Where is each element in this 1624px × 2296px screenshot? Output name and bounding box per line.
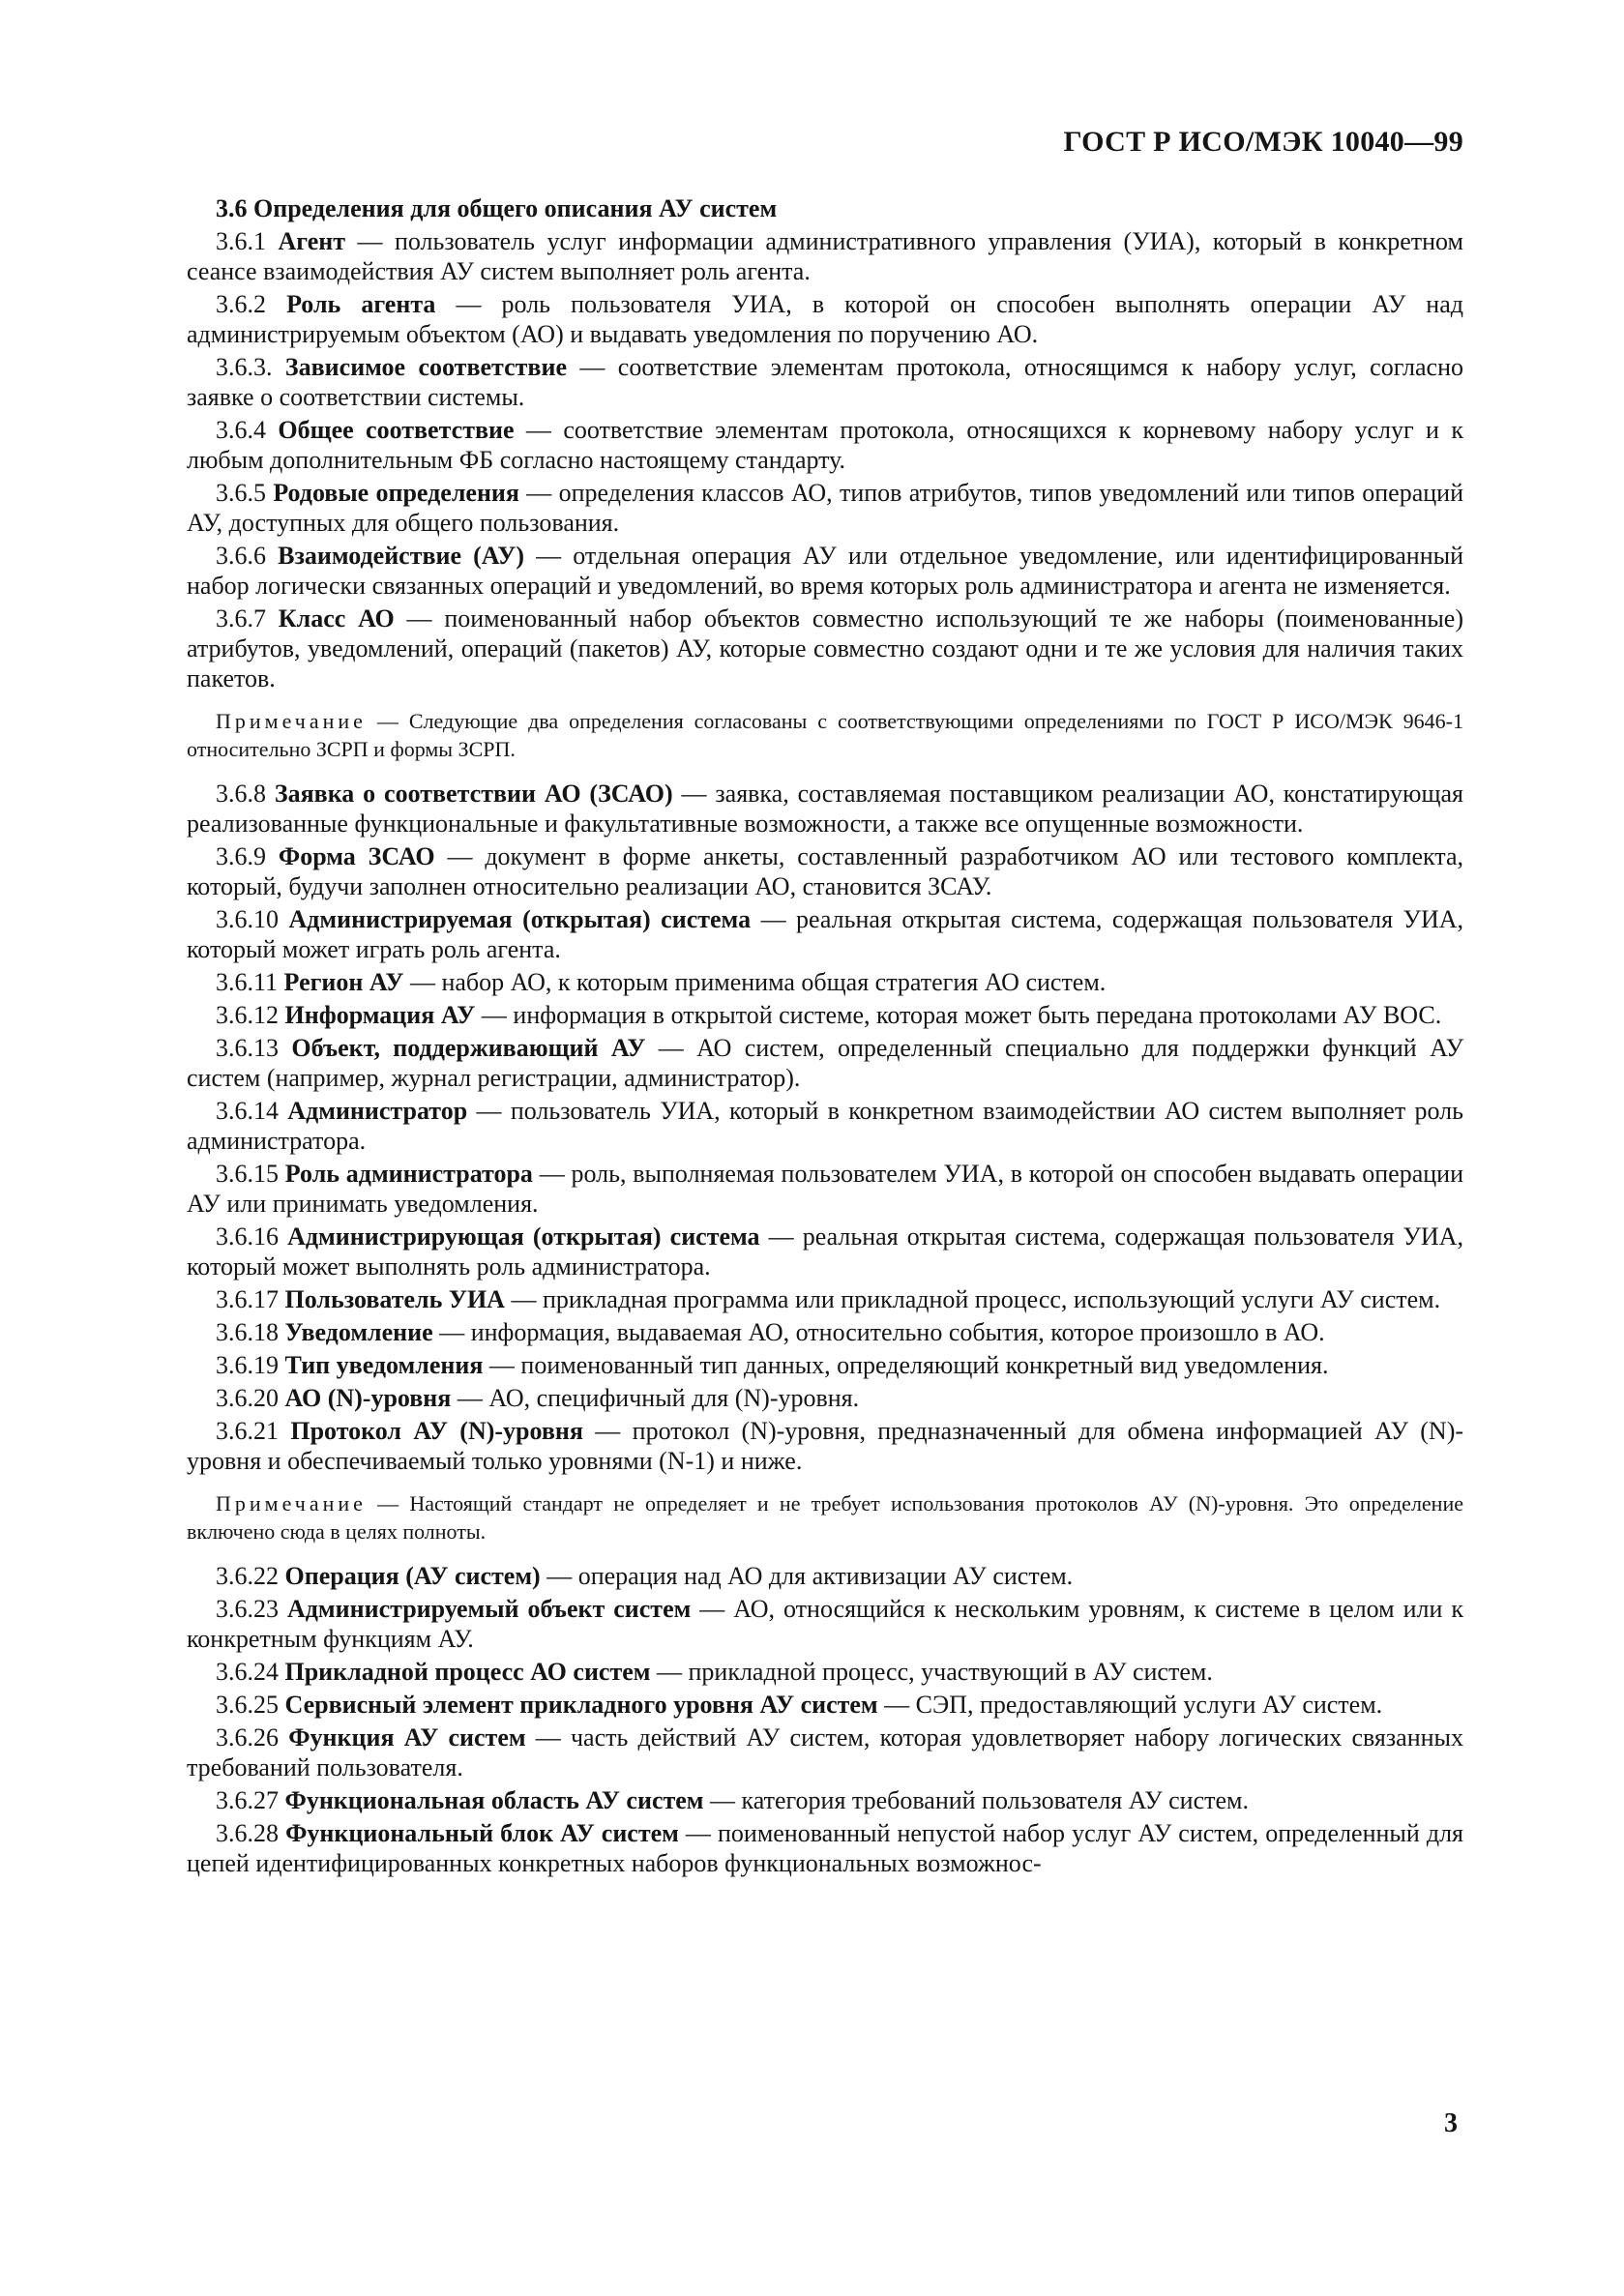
definition-term: Протокол АУ (N)-уровня: [290, 1417, 583, 1445]
definition-number: 3.6.20: [216, 1384, 279, 1412]
definition-term: Функциональный блок АУ систем: [285, 1819, 679, 1847]
definition-term: Объект, поддерживающий АУ: [291, 1034, 646, 1062]
definition-entry: [187, 904, 1463, 964]
definitions-group-b: [187, 779, 1463, 1476]
definition-entry: [187, 1722, 1463, 1782]
definition-number: 3.6.7: [216, 604, 266, 633]
definition-number: 3.6.10: [216, 905, 279, 933]
definition-entry: [187, 1000, 1463, 1030]
definition-number: 3.6.24: [216, 1658, 279, 1686]
definition-text: — документ в форме анкеты, составленный разработчиком АО или тестового комплекта, который, будучи заполнен относительно реализации АО, становится ЗСАУ.: [187, 842, 1464, 900]
note-label: Примечание: [216, 709, 367, 733]
definition-text: — информация, выдаваемая АО, относительно события, которое произошло в АО.: [432, 1318, 1325, 1346]
definition-entry: [187, 1657, 1463, 1687]
definition-term: Функциональная область АУ систем: [284, 1786, 704, 1814]
definition-entry: [187, 1284, 1463, 1314]
definition-number: 3.6.5: [216, 479, 266, 507]
definition-text: — поименованный непустой набор услуг АУ систем, определенный для цепей идентифицированных конкретных наборов функциональных возможнос-: [187, 1819, 1464, 1877]
definition-entry: [187, 841, 1463, 901]
definition-number: 3.6.6: [216, 542, 266, 570]
definition-number: 3.6.28: [216, 1819, 279, 1847]
definition-entry: [187, 1818, 1463, 1878]
note-label: Примечание: [216, 1491, 367, 1516]
definition-entry: [187, 1416, 1463, 1476]
definition-term: АО (N)-уровня: [284, 1384, 452, 1412]
definition-term: Сервисный элемент прикладного уровня АУ систем: [284, 1691, 878, 1719]
definition-term: Уведомление: [284, 1318, 433, 1346]
definition-term: Агент: [278, 227, 346, 255]
definition-term: Класс АО: [278, 604, 395, 633]
definition-term: Администрируемый объект систем: [286, 1595, 692, 1623]
definition-term: Взаимодействие (АУ): [278, 542, 525, 570]
definition-text: — протокол (N)-уровня, предназначенный для обмена информацией АУ (N)-уровня и обеспечиваемый только уровнями (N-1) и ниже.: [187, 1417, 1464, 1475]
definition-text: — АО систем, определенный специально для поддержки функций АУ систем (например, журнал регистрации, администратор).: [187, 1034, 1463, 1092]
definition-text: — категория требований пользователя АУ систем.: [703, 1786, 1249, 1814]
definition-entry: [187, 289, 1463, 349]
definition-text: — поименованный набор объектов совместно использующий те же наборы (поименованные) атрибутов, уведомлений, операций (пакетов) АУ, которые совместно создают одни и те же условия для наличия таких пакетов.: [187, 604, 1464, 692]
definition-term: Операция (АУ систем): [284, 1562, 541, 1590]
definition-term: Родовые определения: [273, 479, 519, 507]
definition-text: — прикладной процесс, участвующий в АУ систем.: [650, 1658, 1213, 1686]
definition-number: 3.6.11: [216, 968, 279, 996]
definition-term: Заявка о соответствии АО (ЗСАО): [274, 780, 673, 808]
definition-term: Информация АУ: [284, 1001, 476, 1029]
definition-text: — пользователь услуг информации административного управления (УИА), который в конкретном сеансе взаимодействия АУ систем выполняет роль агента.: [187, 227, 1464, 285]
definition-number: 3.6.1: [216, 227, 266, 255]
note-2: [187, 1489, 1463, 1545]
definition-term: Администрируемая (открытая) система: [288, 905, 752, 933]
definition-number: 3.6.9: [216, 842, 266, 870]
definition-entry: [187, 541, 1463, 601]
definition-number: 3.6.25: [216, 1691, 279, 1719]
definition-entry: [187, 1033, 1463, 1093]
definition-text: — роль пользователя УИА, в которой он способен выполнять операции АУ над администрируемым объектом (АО) и выдавать уведомления по поручению АО.: [187, 290, 1463, 348]
definition-number: 3.6.19: [216, 1351, 279, 1379]
definition-entry: [187, 1096, 1463, 1156]
definition-entry: [187, 1785, 1463, 1815]
definition-entry: [187, 1159, 1463, 1219]
definition-entry: [187, 1317, 1463, 1347]
definition-entry: [187, 1383, 1463, 1413]
definition-term: Зависимое соответствие: [284, 353, 567, 381]
definition-text: — операция над АО для активизации АУ систем.: [540, 1562, 1074, 1590]
definition-text: — соответствие элементам протокола, относящихся к корневому набору услуг и к любым дополнительным ФБ согласно настоящему стандарту.: [187, 416, 1463, 474]
definition-number: 3.6.16: [216, 1222, 279, 1251]
definition-number: 3.6.8: [216, 780, 266, 808]
definition-text: — реальная открытая система, содержащая пользователя УИА, который может выполнять роль администратора.: [187, 1222, 1463, 1280]
definition-number: 3.6.21: [216, 1417, 279, 1445]
definition-number: 3.6.12: [216, 1001, 279, 1029]
definition-number: 3.6.26: [216, 1723, 279, 1751]
definitions-group-c: [187, 1561, 1463, 1878]
definition-term: Администратор: [287, 1097, 468, 1125]
definition-term: Тип уведомления: [284, 1351, 484, 1379]
definition-term: Общее соответствие: [278, 416, 515, 444]
definition-text: — поименованный тип данных, определяющий конкретный вид уведомления.: [483, 1351, 1329, 1379]
definition-number: 3.6.14: [216, 1097, 279, 1125]
definition-entry: [187, 779, 1463, 839]
definition-number: 3.6.22: [216, 1562, 279, 1590]
definition-entry: [187, 478, 1463, 538]
definition-entry: [187, 1350, 1463, 1380]
definition-term: Прикладной процесс АО систем: [284, 1658, 651, 1686]
definition-entry: [187, 226, 1463, 286]
definition-number: 3.6.3.: [216, 353, 273, 381]
document-header: ГОСТ Р ИСО/МЭК 10040—99: [1063, 126, 1463, 158]
document-body: [187, 193, 1463, 1881]
definition-text: — часть действий АУ систем, которая удовлетворяет набору логических связанных требований пользователя.: [187, 1723, 1463, 1781]
definition-text: — соответствие элементам протокола, относящимся к набору услуг, согласно заявке о соответствии системы.: [187, 353, 1464, 411]
definition-entry: [187, 1561, 1463, 1591]
definition-text: — набор АО, к которым применима общая стратегия АО систем.: [403, 968, 1107, 996]
definition-text: — роль, выполняемая пользователем УИА, в которой он способен выдавать операции АУ или принимать уведомления.: [187, 1160, 1464, 1218]
section-heading: 3.6 Определения для общего описания АУ систем: [216, 194, 778, 222]
definition-entry: [187, 1594, 1463, 1654]
definition-number: 3.6.15: [216, 1160, 279, 1188]
definition-number: 3.6.13: [216, 1034, 279, 1062]
definition-entry: [187, 1222, 1463, 1281]
note-1: [187, 707, 1463, 763]
definition-term: Функция АУ систем: [288, 1723, 526, 1751]
definitions-group-a: [187, 226, 1463, 693]
definition-term: Регион АУ: [283, 968, 404, 996]
definition-entry: [187, 967, 1463, 997]
definition-number: 3.6.17: [216, 1285, 279, 1313]
definition-text: — отдельная операция АУ или отдельное уведомление, или идентифицированный набор логически связанных операций и уведомлений, во время которых роль администратора и агента не изменяется.: [187, 542, 1464, 600]
page-number: 3: [1444, 2108, 1458, 2138]
definition-text: — СЭП, предоставляющий услуги АУ систем.: [877, 1691, 1383, 1719]
definition-entry: [187, 603, 1463, 693]
definition-entry: [187, 1690, 1463, 1720]
definition-term: Роль администратора: [284, 1160, 533, 1188]
definition-text: — информация в открытой системе, которая может быть передана протоколами АУ ВОС.: [475, 1001, 1442, 1029]
definition-text: — АО, специфичный для (N)-уровня.: [451, 1384, 860, 1412]
definition-term: Администрирующая (открытая) система: [287, 1222, 760, 1251]
definition-text: — АО, относящийся к нескольким уровням, к системе в целом или к конкретным функциям АУ.: [187, 1595, 1464, 1653]
note-text: — Настоящий стандарт не определяет и не требует использования протоколов АУ (N)-уровня. Это определение включено сюда в целях полноты.: [187, 1491, 1463, 1544]
definition-number: 3.6.2: [216, 290, 266, 318]
definition-term: Форма ЗСАО: [278, 842, 435, 870]
definition-number: 3.6.23: [216, 1595, 279, 1623]
definition-text: — заявка, составляемая поставщиком реализации АО, констатирующая реализованные функциональные и факультативные возможности, а также все опущенные возможности.: [187, 780, 1463, 838]
definition-number: 3.6.18: [216, 1318, 279, 1346]
definition-entry: [187, 415, 1463, 475]
definition-number: 3.6.27: [216, 1786, 279, 1814]
definition-number: 3.6.4: [216, 416, 266, 444]
definition-text: — прикладная программа или прикладной процесс, использующий услуги АУ систем.: [504, 1285, 1441, 1313]
definition-term: Роль агента: [286, 290, 436, 318]
definition-text: — пользователь УИА, который в конкретном взаимодействии АО систем выполняет роль администратора.: [187, 1097, 1463, 1155]
definition-text: — реальная открытая система, содержащая пользователя УИА, который может играть роль агента.: [187, 905, 1464, 963]
definition-text: — определения классов АО, типов атрибутов, типов уведомлений или типов операций АУ, доступных для общего пользования.: [187, 479, 1463, 537]
definition-entry: [187, 352, 1463, 412]
note-text: — Следующие два определения согласованы с соответствующими определениями по ГОСТ Р ИСО/МЭК 9646-1 относительно ЗСРП и формы ЗСРП.: [187, 709, 1463, 761]
definition-term: Пользователь УИА: [284, 1285, 505, 1313]
